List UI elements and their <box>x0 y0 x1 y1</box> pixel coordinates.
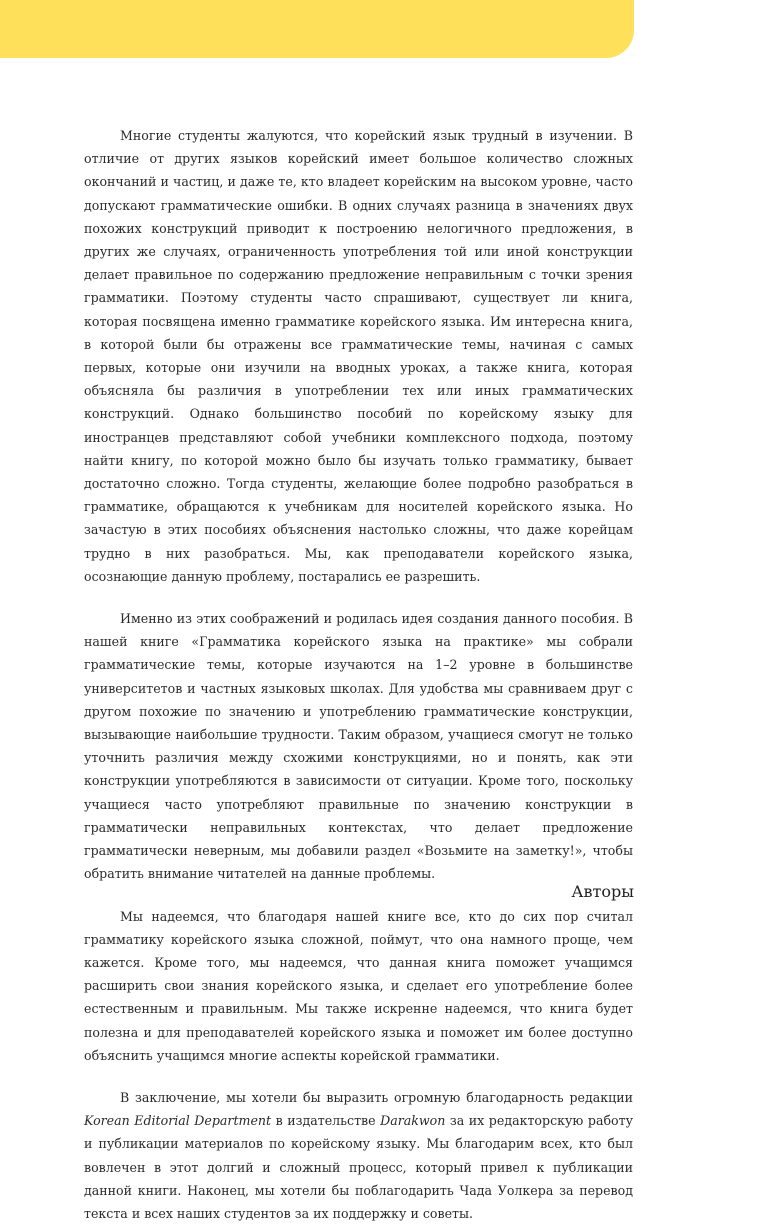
publisher-name: Darakwon <box>380 1113 446 1129</box>
paragraph-1: Многие студенты жалуются, что корейский язык трудный в изучении. В отличие от других языков корейский имеет большое количество сложных окончаний и частиц, и даже те, кто владеет корейским на высоком уровне, часто допускают грамматические ошибки. В одних случаях разница в значениях двух похожих конструкций приводит к построению нелогичного предложения, в других же случаях, ограниченность употребления той или иной конструкции делает правильное по содержанию предложение неправильным с точки зрения грамматики. Поэтому студенты часто спрашивают, существует ли книга, которая посвящена именно грамматике корейского языка. Им интересна книга, в которой были бы отражены все грамматические темы, начиная с самых первых, которые они изучили на вводных уроках, а также книга, которая объясняла бы различия в употреблении тех или иных грамматических конструкций. Однако большинство пособий по корейскому языку для иностранцев представляют собой учебники комплексного подхода, поэтому найти книгу, по которой можно было бы изучать только грамматику, бывает достаточно сложно. Тогда студенты, желающие более подробно разобраться в грамматике, обращаются к учебникам для носителей корейского языка. Но зачастую в этих пособиях объяснения настолько сложны, что даже корейцам трудно в них разобраться. Мы, как преподаватели корейского языка, осознающие данную проблему, постарались ее разрешить. <box>84 128 633 584</box>
paragraph-2: Именно из этих соображений и родилась идея создания данного пособия. В нашей книге «Грамматика корейского языка на практике» мы собрали грамматические темы, которые изучаются на 1–2 уровне в большинстве университетов и частных языковых школах. Для удобства мы сравниваем друг с другом похожие по значению и употреблению грамматические конструкции, вызывающие наибольшие трудности. Таким образом, учащиеся смогут не только уточнить различия между схожими конструкциями, но и понять, как эти конструкции употребляются в зависимости от ситуации. Кроме того, поскольку учащиеся часто употребляют правильные по значению конструкции в грамматически неправильных контекстах, что делает предложение грамматически неверным, мы добавили раздел «Возьмите на заметку!», чтобы обратить внимание читателей на данные проблемы. <box>84 611 633 882</box>
paragraph-4 <box>84 1086 633 1225</box>
header-band <box>0 0 634 58</box>
closing-text-3: за их редакторскую работу и публикации материалов по корейскому языку. Мы благодарим всех, кто был вовлечен в этот долгий и сложный процесс, который привел к публикации данной книги. Наконец, мы хотели бы поблагодарить Чада Уолкера за перевод текста и всех наших студентов за их поддержку и советы. <box>84 1113 633 1221</box>
paragraph-3: Мы надеемся, что благодаря нашей книге все, кто до сих пор считал грамматику корейского языка сложной, поймут, что она намного проще, чем кажется. Кроме того, мы надеемся, что данная книга поможет учащимся расширить свои знания корейского языка, и сделает его употребление более естественным и правильным. Мы также искренне надеемся, что книга будет полезна и для преподавателей корейского языка и поможет им более доступно объяснить учащимся многие аспекты корейской грамматики. <box>84 908 633 1063</box>
signature: Авторы <box>571 882 634 901</box>
closing-text-2: в издательстве <box>271 1113 381 1129</box>
editorial-name: Korean Editorial Department <box>84 1113 272 1129</box>
preface-body <box>84 124 633 1225</box>
closing-text-1: В заключение, мы хотели бы выразить огромную благодарность редакции <box>120 1089 633 1105</box>
